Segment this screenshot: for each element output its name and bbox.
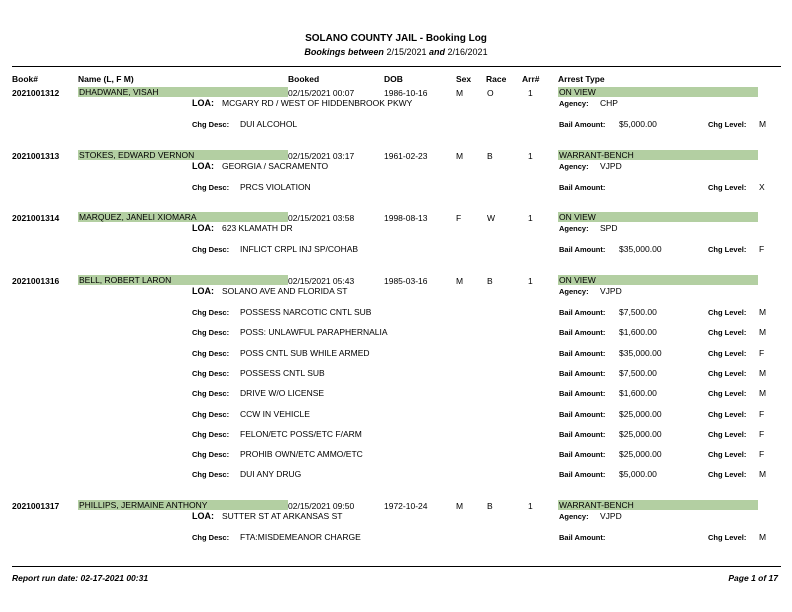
report-subtitle	[0, 47, 792, 57]
chg-level-label: Chg Level:	[708, 245, 747, 254]
chg-level-label: Chg Level:	[708, 450, 747, 459]
chg-desc-label: Chg Desc:	[192, 410, 230, 419]
date-to: 2/16/2021	[447, 47, 488, 57]
arrest-type: ON VIEW	[558, 212, 758, 222]
bail-amount: $35,000.00	[619, 244, 662, 254]
bail-amount: $5,000.00	[619, 119, 657, 129]
booked-datetime: 02/15/2021 09:50	[288, 501, 355, 511]
arrest-number: 1	[528, 88, 533, 98]
chg-level-label: Chg Level:	[708, 328, 747, 337]
bail-amount: $1,600.00	[619, 327, 657, 337]
sex: F	[456, 213, 462, 223]
book-number: 2021001316	[12, 276, 60, 286]
arrest-number: 1	[528, 151, 533, 161]
bail-amount-label: Bail Amount:	[559, 470, 606, 479]
charge-level: M	[759, 388, 767, 398]
inmate-name: BELL, ROBERT LARON	[78, 275, 288, 285]
booked-datetime: 02/15/2021 00:07	[288, 88, 355, 98]
race: B	[487, 151, 493, 161]
footer-rule	[12, 566, 781, 567]
inmate-name: DHADWANE, VISAH	[78, 87, 288, 97]
booking-record	[0, 150, 792, 192]
arrest-type: ON VIEW	[558, 87, 758, 97]
chg-level-label: Chg Level:	[708, 120, 747, 129]
sex: M	[456, 151, 464, 161]
chg-desc-label: Chg Desc:	[192, 430, 230, 439]
charge-level: M	[759, 307, 767, 317]
agency-label: Agency:	[559, 287, 589, 296]
chg-level-label: Chg Level:	[708, 470, 747, 479]
col-book: Book#	[12, 74, 38, 84]
page-number: Page 1 of 17	[728, 573, 778, 583]
chg-desc-label: Chg Desc:	[192, 183, 230, 192]
bail-amount-label: Bail Amount:	[559, 308, 606, 317]
chg-desc-label: Chg Desc:	[192, 450, 230, 459]
bail-amount-label: Bail Amount:	[559, 533, 606, 542]
agency: VJPD	[600, 286, 622, 296]
bail-amount-label: Bail Amount:	[559, 389, 606, 398]
arrest-number: 1	[528, 276, 533, 286]
chg-level-label: Chg Level:	[708, 369, 747, 378]
header-rule	[12, 66, 781, 67]
charge-level: F	[759, 429, 765, 439]
charge-level: X	[759, 182, 765, 192]
col-sex: Sex	[456, 74, 472, 84]
dob: 1998-08-13	[384, 213, 428, 223]
agency: SPD	[600, 223, 618, 233]
dob: 1961-02-23	[384, 151, 428, 161]
date-from: 2/15/2021	[386, 47, 427, 57]
chg-desc-label: Chg Desc:	[192, 120, 230, 129]
book-number: 2021001312	[12, 88, 60, 98]
bail-amount-label: Bail Amount:	[559, 430, 606, 439]
arrest-number: 1	[528, 213, 533, 223]
booking-record	[0, 500, 792, 542]
inmate-name: MARQUEZ, JANELI XIOMARA	[78, 212, 288, 222]
col-race: Race	[486, 74, 507, 84]
chg-desc-label: Chg Desc:	[192, 328, 230, 337]
loa-location: MCGARY RD / WEST OF HIDDENBROOK PKWY	[222, 98, 413, 108]
loa-location: 623 KLAMATH DR	[222, 223, 293, 233]
bail-amount: $25,000.00	[619, 429, 662, 439]
charge-level: F	[759, 449, 765, 459]
race: O	[487, 88, 494, 98]
charge-description: DUI ANY DRUG	[240, 469, 302, 479]
col-dob: DOB	[384, 74, 403, 84]
sex: M	[456, 501, 464, 511]
race: B	[487, 276, 493, 286]
bail-amount-label: Bail Amount:	[559, 328, 606, 337]
loa-location: SUTTER ST AT ARKANSAS ST	[222, 511, 343, 521]
race: B	[487, 501, 493, 511]
charge-description: PROHIB OWN/ETC AMMO/ETC	[240, 449, 363, 459]
chg-desc-label: Chg Desc:	[192, 470, 230, 479]
agency-label: Agency:	[559, 512, 589, 521]
charge-description: POSSESS NARCOTIC CNTL SUB	[240, 307, 372, 317]
booking-record	[0, 275, 792, 479]
col-arrest-type: Arrest Type	[558, 74, 605, 84]
bail-amount: $35,000.00	[619, 348, 662, 358]
chg-level-label: Chg Level:	[708, 533, 747, 542]
chg-desc-label: Chg Desc:	[192, 308, 230, 317]
loa-label: LOA:	[192, 161, 214, 171]
chg-level-label: Chg Level:	[708, 389, 747, 398]
chg-desc-label: Chg Desc:	[192, 369, 230, 378]
charge-description: INFLICT CRPL INJ SP/COHAB	[240, 244, 359, 254]
bail-amount-label: Bail Amount:	[559, 245, 606, 254]
inmate-name: PHILLIPS, JERMAINE ANTHONY	[78, 500, 288, 510]
charge-description: DUI ALCOHOL	[240, 119, 298, 129]
col-arr: Arr#	[522, 74, 540, 84]
arrest-type: WARRANT-BENCH	[558, 500, 758, 510]
bail-amount: $25,000.00	[619, 409, 662, 419]
charge-description: FELON/ETC POSS/ETC F/ARM	[240, 429, 362, 439]
loa-label: LOA:	[192, 98, 214, 108]
dob: 1972-10-24	[384, 501, 428, 511]
charge-description: POSSESS CNTL SUB	[240, 368, 325, 378]
book-number: 2021001314	[12, 213, 60, 223]
bail-amount: $7,500.00	[619, 368, 657, 378]
bail-amount: $1,600.00	[619, 388, 657, 398]
booked-datetime: 02/15/2021 05:43	[288, 276, 355, 286]
bail-amount-label: Bail Amount:	[559, 120, 606, 129]
charge-level: M	[759, 119, 767, 129]
charge-level: M	[759, 469, 767, 479]
arrest-number: 1	[528, 501, 533, 511]
booked-datetime: 02/15/2021 03:17	[288, 151, 355, 161]
booking-record	[0, 212, 792, 254]
charge-level: M	[759, 327, 767, 337]
charge-description: PRCS VIOLATION	[240, 182, 311, 192]
chg-level-label: Chg Level:	[708, 430, 747, 439]
sex: M	[456, 88, 464, 98]
bail-amount: $5,000.00	[619, 469, 657, 479]
chg-level-label: Chg Level:	[708, 308, 747, 317]
chg-level-label: Chg Level:	[708, 349, 747, 358]
charge-level: F	[759, 244, 765, 254]
bail-amount-label: Bail Amount:	[559, 410, 606, 419]
bail-amount-label: Bail Amount:	[559, 183, 606, 192]
loa-label: LOA:	[192, 286, 214, 296]
arrest-type: WARRANT-BENCH	[558, 150, 758, 160]
agency-label: Agency:	[559, 162, 589, 171]
booked-datetime: 02/15/2021 03:58	[288, 213, 355, 223]
charge-description: DRIVE W/O LICENSE	[240, 388, 325, 398]
charge-description: POSS: UNLAWFUL PARAPHERNALIA	[240, 327, 388, 337]
report-title: SOLANO COUNTY JAIL - Booking Log	[305, 33, 487, 44]
chg-level-label: Chg Level:	[708, 410, 747, 419]
arrest-type: ON VIEW	[558, 275, 758, 285]
dob: 1986-10-16	[384, 88, 428, 98]
charge-level: M	[759, 368, 767, 378]
charge-level: M	[759, 532, 767, 542]
agency: CHP	[600, 98, 618, 108]
book-number: 2021001317	[12, 501, 60, 511]
bail-amount-label: Bail Amount:	[559, 450, 606, 459]
agency: VJPD	[600, 161, 622, 171]
loa-location: SOLANO AVE AND FLORIDA ST	[222, 286, 348, 296]
chg-desc-label: Chg Desc:	[192, 349, 230, 358]
charge-level: F	[759, 409, 765, 419]
chg-desc-label: Chg Desc:	[192, 245, 230, 254]
charge-level: F	[759, 348, 765, 358]
agency-label: Agency:	[559, 224, 589, 233]
loa-label: LOA:	[192, 223, 214, 233]
col-booked: Booked	[288, 74, 320, 84]
charge-description: CCW IN VEHICLE	[240, 409, 310, 419]
bail-amount: $7,500.00	[619, 307, 657, 317]
loa-label: LOA:	[192, 511, 214, 521]
col-name: Name (L, F M)	[78, 74, 134, 84]
charge-description: POSS CNTL SUB WHILE ARMED	[240, 348, 370, 358]
bail-amount-label: Bail Amount:	[559, 349, 606, 358]
subtitle-and: and	[429, 47, 446, 57]
race: W	[487, 213, 496, 223]
agency-label: Agency:	[559, 99, 589, 108]
subtitle-prefix: Bookings between	[304, 47, 384, 57]
chg-desc-label: Chg Desc:	[192, 533, 230, 542]
charge-description: FTA:MISDEMEANOR CHARGE	[240, 532, 361, 542]
chg-level-label: Chg Level:	[708, 183, 747, 192]
agency: VJPD	[600, 511, 622, 521]
book-number: 2021001313	[12, 151, 60, 161]
bail-amount-label: Bail Amount:	[559, 369, 606, 378]
loa-location: GEORGIA / SACRAMENTO	[222, 161, 329, 171]
report-run-date: Report run date: 02-17-2021 00:31	[12, 573, 149, 583]
dob: 1985-03-16	[384, 276, 428, 286]
inmate-name: STOKES, EDWARD VERNON	[78, 150, 288, 160]
chg-desc-label: Chg Desc:	[192, 389, 230, 398]
sex: M	[456, 276, 464, 286]
booking-record	[0, 87, 792, 129]
bail-amount: $25,000.00	[619, 449, 662, 459]
